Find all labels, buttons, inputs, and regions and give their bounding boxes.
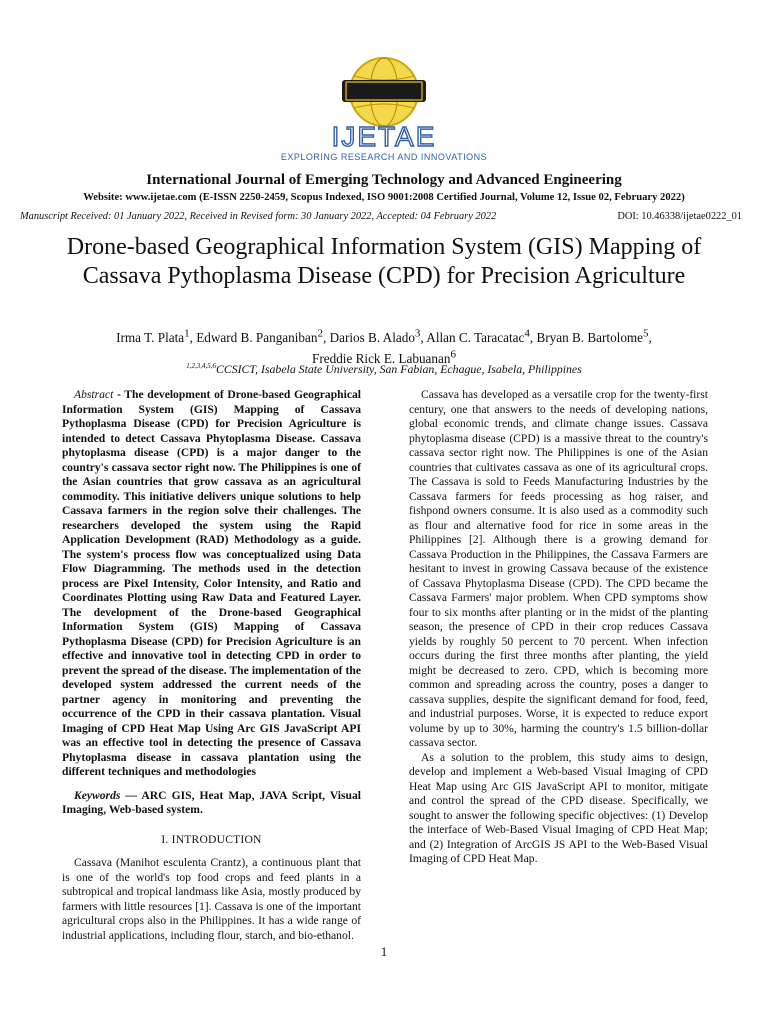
abstract: Abstract - The development of Drone-based Geographical Information System (GIS) Mapping of Cassava Pythoplasma Disease (CPD) for Precision Agriculture is intended to detect Cassava Phytoplasma Disease. Cassava phytoplasma disease (CPD) is a major danger to the country's cassava sector right now. The Philippines is one of the Asian countries that grow cassava as an agricultural commodity. This initiative delivers unique solutions to help Cassava farmers in the region solve their challenges. The researchers developed the system using the Rapid Application Development (RAD) Methodology as a guide. The system's process flow was conceptualized using Data Flow Diagramming. The methods used in the detection process are Pixel Intensity, Color Intensity, and Ratio and Coordinates Plotting using Raw Data and Featured Layer. The development of the Drone-based Geographical Information System (GIS) Mapping of Cassava Pythoplasma Disease (CPD) for Precision Agriculture is an effective and innovative tool in detecting CPD in order to prevent the spread of the disease. The implementation of the developed system addressed the current needs of the partner agency in monitoring and preventing the occurrence of the CPD in their cassava plantation. Visual Imaging of CPD Heat Map Using Arc GIS JavaScript API was an effective tool in detecting the presence of Cassava Phytoplasma disease in cassava plantation using the different techniques and methodologies (62, 388, 361, 778)
author: Irma T. Plata$^1$, (116, 328, 197, 346)
author-list (40, 326, 728, 367)
journal-name: International Journal of Emerging Technology and Advanced Engineering (146, 172, 622, 188)
author: Edward B. Panganiban$^2$, (196, 328, 330, 346)
section-heading-introduction: I. INTRODUCTION (161, 832, 262, 846)
paper-title: Drone-based Geographical Information System (GIS) Mapping of Cassava Pythoplasma Disease (CPD) for Precision Agriculture (66, 234, 702, 289)
affiliation: $^{1,2,3,4,5,6}$CCSICT, Isabela State University, San Fabian, Echague, Isabela, Philippines (186, 362, 582, 376)
body-paragraph: Cassava has developed as a versatile crop for the twenty-first century, one that answers to the needs of developing nations, global economic trends, and climate change issues. Cassava phytoplasma disease (CPD) is a massive threat to the country's cassava sector right now. The Philippines is one of the Asian countries that cultivates cassava as one of its agricultural crops. The Cassava is sold to Feeds Manufacturing Industries by the Cassava farmers for feeds processing as hog raiser, and fishpond owners consume. It is also used as a commodity such as flour and alternative food for rice in some areas in the Philippines [2]. Although there is a growing demand for Cassava Production in the Philippines, the Cassava Farmers are hesitant to invest in growing Cassava because of the existence of Cassava Phytoplasma Disease (CPD). The CPD became the Cassava Farmers' major problem. When CPD symptoms show four to six months after planting or in the midst of the planting season, the presence of CPD in their crop reduces Cassava yields by roughly 50 percent to 70 percent. When infection occurs during the first three months after planting, the yield might be decreased to zero. CPD, which is becoming more common and spreading across the country, poses a danger to cassava supplies, despite the significant demand for food, feed, and industrial purposes. Worse, it is expected to reduce export volume by up to 30%, harming the country's 1.5 billion-dollar cassava sector. (409, 388, 708, 749)
doi: DOI: 10.46338/ijetae0222_01 (617, 211, 742, 222)
ijetae-logo-icon (254, 50, 514, 168)
journal-website-line: Website: www.ijetae.com (E-ISSN 2250-2459, Scopus Indexed, ISO 9001:2008 Certified Journal, Volume 12, Issue 02, February 2022) (83, 192, 685, 203)
logo-wordmark: IJETAE (331, 121, 437, 152)
intro-paragraph: Cassava (Manihot esculenta Crantz), a continuous plant that is one of the world's top food crops and feed plants in a subtropical and tropical landmass like Asia, mostly produced by farmers with little resources [1]. Cassava is one of the important agricultural crops also in the Philippines. It has a wide range of industrial applications, including flour, starch, and bio-ethanol. (62, 856, 361, 942)
keywords: Keywords — ARC GIS, Heat Map, JAVA Script, Visual Imaging, Web-based system. (62, 788, 361, 816)
right-column (409, 388, 708, 867)
author: Freddie Rick E. Labuanan$^6$ (312, 348, 456, 366)
author: Darios B. Alado$^3$, (329, 328, 427, 346)
author: Bryan B. Bartolome$^5$, (536, 328, 652, 346)
left-column (62, 388, 361, 943)
body-paragraph: As a solution to the problem, this study aims to design, develop and implement a Web-based Visual Imaging of CPD Heat Map using Arc GIS JavaScript API to monitor, mitigate and control the spread of the CPD disease. Specifically, we sought to answer the following specific objectives: (1) Develop the interface of Web-Based Visual Imaging of CPD Heat Map; and (2) Integration of ArcGIS JS API to the Web-Based Visual Imaging of CPD Heat Map. (409, 750, 708, 865)
journal-logo (0, 50, 768, 168)
page-number: 1 (380, 944, 388, 959)
manuscript-dates: Manuscript Received: 01 January 2022, Received in Revised form: 30 January 2022, Accepted: 04 February 2022 (20, 211, 497, 222)
logo-tagline: EXPLORING RESEARCH AND INNOVATIONS (280, 152, 488, 162)
author: Allan C. Taracatac$^4$, (426, 328, 537, 346)
